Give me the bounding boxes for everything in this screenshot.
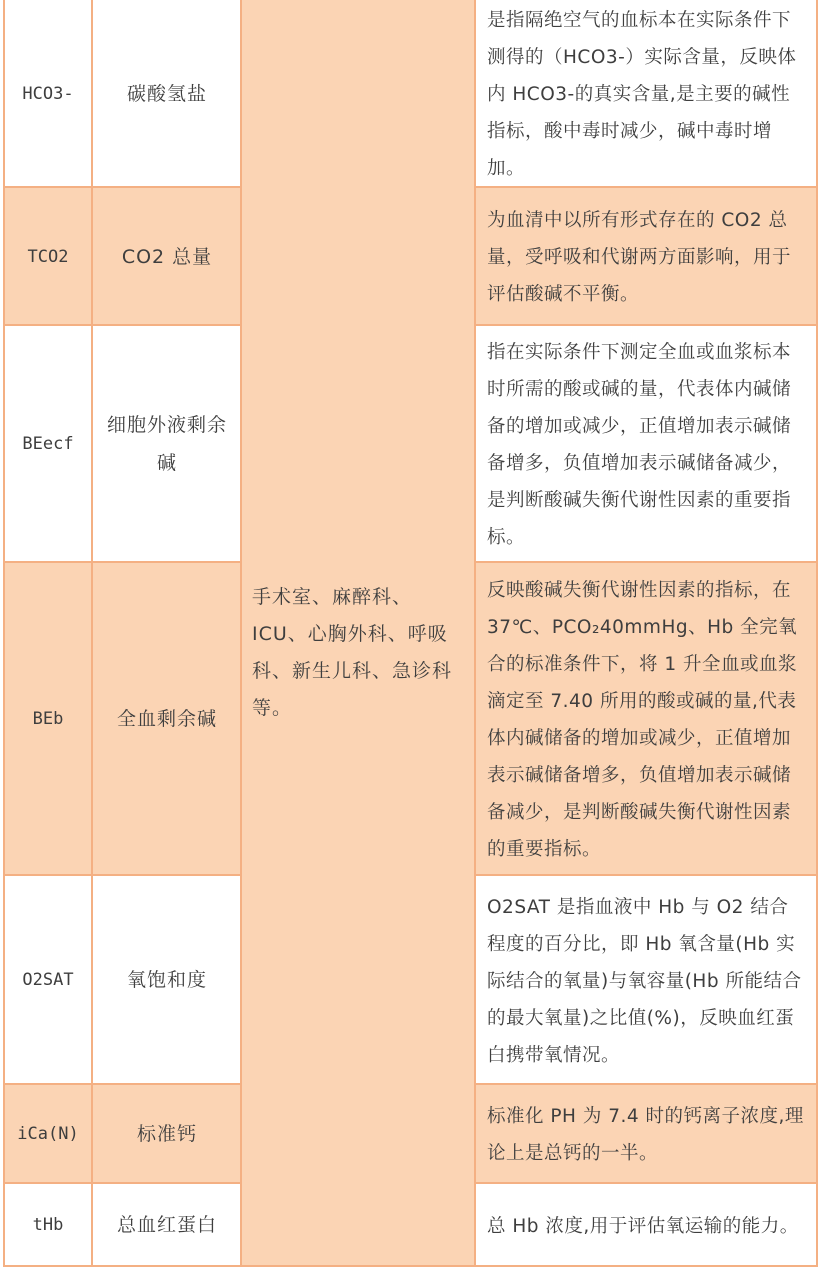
table-row-beb-abbr xyxy=(4,563,92,875)
row-divider xyxy=(474,561,818,563)
table-row-o2sat-abbr xyxy=(4,876,92,1084)
department-text: 手术室、麻醉科、ICU、心胸外科、呼吸科、新生儿科、急诊科等。 xyxy=(252,586,453,719)
row-divider xyxy=(474,874,818,876)
name-label: 标准钙 xyxy=(136,1123,197,1145)
table-row-hco3-desc xyxy=(476,0,817,187)
row-divider xyxy=(3,1083,242,1085)
table-row-ican-desc xyxy=(476,1085,817,1183)
abbr-label: BEecf xyxy=(22,434,74,454)
table-border-col2 xyxy=(240,0,242,1267)
desc-text: 是指隔绝空气的血标本在实际条件下测得的（HCO3-）实际含量，反映体内 HCO3-的真实含量,是主要的碱性指标，酸中毒时减少，碱中毒时增加。 xyxy=(487,10,797,179)
desc-text: 指在实际条件下测定全血或血浆标本时所需的酸或碱的量，代表体内碱储备的增加或减少，正值增加表示碱储备增多，负值增加表示碱储备减少，是判断酸碱失衡代谢性因素的重要指标。 xyxy=(487,342,792,548)
table-row-tco2-desc xyxy=(476,188,817,325)
abbr-label: HCO3- xyxy=(22,83,74,104)
name-label: 碳酸氢盐 xyxy=(126,82,207,105)
name-label: CO2 总量 xyxy=(121,245,213,268)
table-row-thb-abbr xyxy=(4,1184,92,1266)
desc-text: 总 Hb 浓度,用于评估氧运输的能力。 xyxy=(487,1215,799,1237)
table-row-beecf-abbr xyxy=(4,326,92,562)
row-divider xyxy=(3,561,242,563)
department-cell xyxy=(242,0,475,1266)
row-divider xyxy=(3,186,242,188)
row-divider xyxy=(474,1083,818,1085)
abbr-label: tHb xyxy=(32,1215,64,1235)
row-divider xyxy=(3,1182,242,1184)
table-row-ican-abbr xyxy=(4,1085,92,1183)
table-row-hco3-name xyxy=(93,0,241,187)
table-row-o2sat-desc xyxy=(476,876,817,1084)
table-row-beb-desc xyxy=(476,563,817,875)
table-row-tco2-abbr xyxy=(4,188,92,325)
desc-text: 为血清中以所有形式存在的 CO2 总量，受呼吸和代谢两方面影响，用于评估酸碱不平衡。 xyxy=(487,210,792,305)
table-border-bottom xyxy=(3,1265,818,1267)
desc-text: 反映酸碱失衡代谢性因素的指标，在 37℃、PCO₂40mmHg、Hb 全完氧合的标准条件下，将 1 升全血或血浆滴定至 7.40 所用的酸或碱的量,代表体内碱储备的增加或减少，正值增加表示碱储备增多，负值增加表示碱储备减少，是判断酸碱失衡代谢性因素的重要指标。 xyxy=(487,580,798,860)
desc-text: O2SAT 是指血液中 Hb 与 O2 结合程度的百分比，即 Hb 氧含量(Hb 实际结合的氧量)与氧容量(Hb 所能结合的最大氧量)之比值(%)，反映血红蛋白携带氧情况。 xyxy=(487,896,802,1066)
name-label: 氧饱和度 xyxy=(126,969,207,991)
row-divider xyxy=(474,1182,818,1184)
table-row-tco2-name xyxy=(93,188,241,325)
abbr-label: O2SAT xyxy=(22,970,74,990)
abbr-label: BEb xyxy=(32,709,64,729)
row-divider xyxy=(474,186,818,188)
table-row-thb-desc xyxy=(476,1184,817,1266)
table-row-hco3-abbr xyxy=(4,0,92,187)
row-divider xyxy=(3,874,242,876)
table-row-thb-name xyxy=(93,1184,241,1266)
name-label: 全血剩余碱 xyxy=(116,708,217,730)
row-divider xyxy=(474,324,818,326)
row-divider xyxy=(3,324,242,326)
name-label: 细胞外液剩余碱 xyxy=(106,414,227,474)
table-border-left xyxy=(3,0,5,1267)
table-border-col1 xyxy=(91,0,93,1267)
table-row-ican-name xyxy=(93,1085,241,1183)
table-border-col3 xyxy=(474,0,476,1267)
table-border-right xyxy=(816,0,818,1267)
table-row-beecf-desc xyxy=(476,326,817,562)
name-label: 总血红蛋白 xyxy=(116,1214,217,1236)
table-row-beb-name xyxy=(93,563,241,875)
abbr-label: iCa(N) xyxy=(17,1124,79,1144)
table-row-beecf-name xyxy=(93,326,241,562)
abbr-label: TCO2 xyxy=(27,246,69,267)
desc-text: 标准化 PH 为 7.4 时的钙离子浓度,理论上是总钙的一半。 xyxy=(487,1106,804,1164)
table-row-o2sat-name xyxy=(93,876,241,1084)
